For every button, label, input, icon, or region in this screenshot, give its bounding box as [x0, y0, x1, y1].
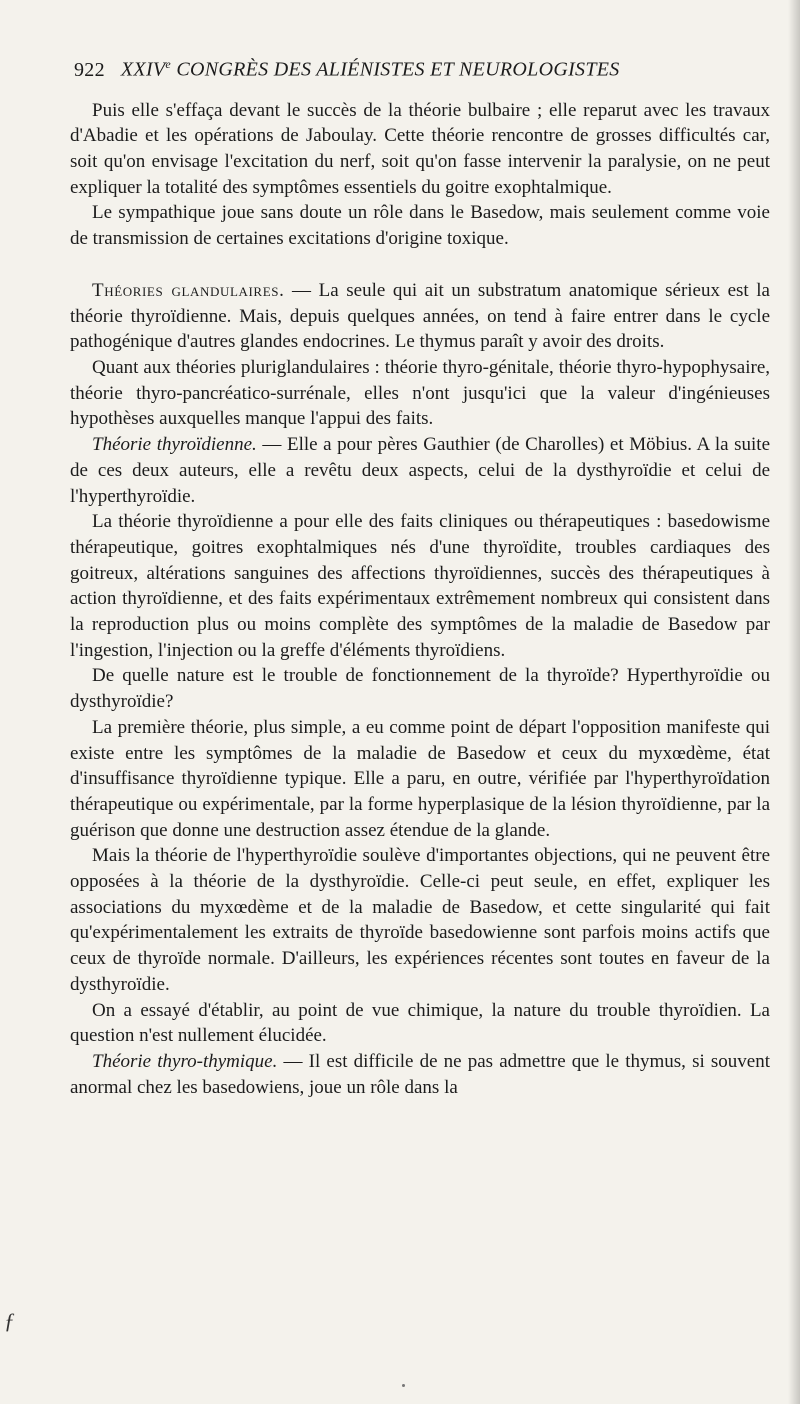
body-text: [70, 98, 770, 1101]
running-head: [74, 50, 770, 84]
paragraph-11-text: — Il est difficile de ne pas admettre que le thymus, si souvent anormal chez les basedowiens, joue un rôle dans la: [70, 1050, 770, 1098]
paragraph-9: Mais la théorie de l'hyperthyroïdie soulève d'importantes objections, qui ne peuvent être opposées à la théorie de la dysthyroïdie. Celle-ci peut seule, en effet, expliquer les associations du myxœdème et de la maladie de Basedow, et cette singularité qui fait qu'expérimentalement les extraits de thyroïde basedowienne sont parfois moins actifs que ceux de thyroïde normale. D'ailleurs, les expériences récentes sont toutes en faveur de la dysthyroïdie.: [70, 845, 770, 995]
running-title: [121, 50, 620, 84]
paragraph-7: De quelle nature est le trouble de fonctionnement de la thyroïde? Hyperthyroïdie ou dysthyroïdie?: [70, 665, 770, 713]
running-title-rest: CONGRÈS DES ALIÉNISTES ET NEUROLOGISTES: [176, 58, 620, 81]
section-heading-glandulaires: Théories glandulaires.: [92, 279, 285, 301]
paragraph-1: Puis elle s'effaça devant le succès de la théorie bulbaire ; elle reparut avec les travaux d'Abadie et les opérations de Jaboulay. Cette théorie rencontre de grosses difficultés car, soit qu'on envisage l'excitation du nerf, soit qu'on fasse intervenir la paralysie, on ne peut expliquer la totalité des symptômes essentiels du goitre exophtalmique.: [70, 99, 770, 198]
paragraph-10: On a essayé d'établir, au point de vue chimique, la nature du trouble thyroïdien. La question n'est nullement élucidée.: [70, 999, 770, 1047]
paragraph-5: [70, 432, 770, 509]
subheading-thyroidienne: Théorie thyroïdienne.: [92, 434, 257, 456]
paragraph-5-text: — Elle a pour pères Gauthier (de Charolles) et Möbius. A la suite de ces deux auteurs, elle a revêtu deux aspects, celui de la dysthyroïdie et celui de l'hyperthyroïdie.: [70, 434, 770, 507]
footer-dot: [402, 1384, 405, 1387]
margin-mark: ƒ: [4, 1308, 15, 1333]
paragraph-2: Le sympathique joue sans doute un rôle dans le Basedow, mais seulement comme voie de transmission de certaines excitations d'origine toxique.: [70, 202, 770, 250]
paragraph-3: [70, 278, 770, 355]
subheading-thyro-thymique: Théorie thyro-thymique.: [92, 1050, 278, 1072]
running-title-superscript: e: [165, 57, 172, 71]
paragraph-6: La théorie thyroïdienne a pour elle des faits cliniques ou thérapeutiques : basedowisme thérapeutique, goitres exophtalmiques nés d'une thyroïdite, troubles cardiaques des goitreux, altérations sanguines des affections thyroïdiennes, succès des thérapeutiques à action thyroïdienne, et des faits expérimentaux extrêmement nombreux qui consistent dans la reproduction plus ou moins complète des symptômes de la maladie de Basedow par l'ingestion, l'injection ou la greffe d'éléments thyroïdiens.: [70, 511, 770, 661]
gutter-shadow: [788, 0, 800, 1404]
paragraph-4: Quant aux théories pluriglandulaires : théorie thyro-génitale, théorie thyro-hypophysaire, théorie thyro-pancréatico-surrénale, elles n'ont jusqu'ici que la valeur d'ingénieuses hypothèses auxquelles manque l'appui des faits.: [70, 356, 770, 430]
paragraph-8: La première théorie, plus simple, a eu comme point de départ l'opposition manifeste qui existe entre les symptômes de la maladie de Basedow et ceux du myxœdème, état d'insuffisance thyroïdienne typique. Elle a paru, en outre, vérifiée par l'hyperthyroïdation thérapeutique ou expérimentale, par la forme hyperplasique de la lésion thyroïdienne, par la guérison que donne une destruction assez étendue de la glande.: [70, 716, 770, 841]
page-number: 922: [74, 58, 105, 81]
paragraph-3-text: — La seule qui ait un substratum anatomique sérieux est la théorie thyroïdienne. Mais, depuis quelques années, on tend à faire entrer dans le cycle pathogénique d'autres glandes endocrines. Le thymus paraît y avoir des droits.: [70, 279, 770, 353]
running-title-prefix: XXIV: [120, 58, 166, 81]
paragraph-11: [70, 1049, 770, 1100]
